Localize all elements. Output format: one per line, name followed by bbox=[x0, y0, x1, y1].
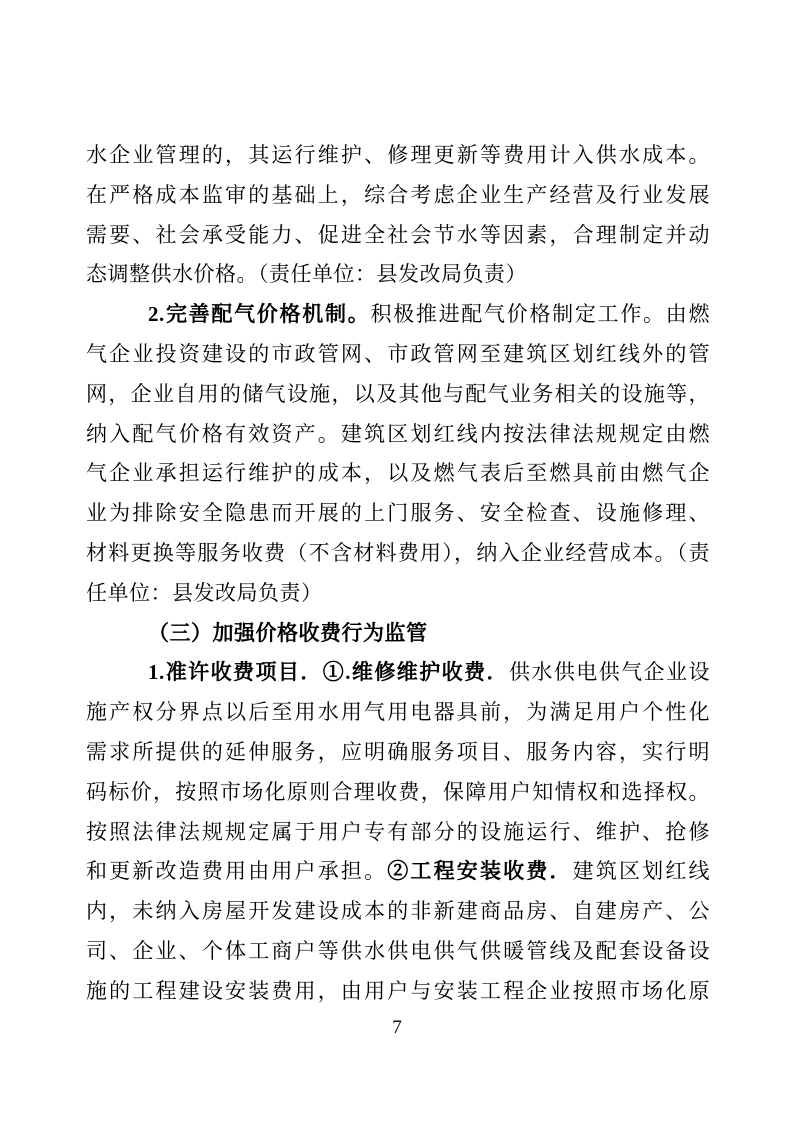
text-segment: 司、企业、个体工商户等供水供电供气供暖管线及配套设备设 bbox=[86, 938, 710, 963]
text-line bbox=[86, 574, 710, 614]
text-segment: 施的工程建设安装费用，由用户与安装工程企业按照市场化原 bbox=[86, 978, 710, 1003]
text-line bbox=[86, 614, 710, 654]
text-line bbox=[86, 335, 710, 375]
text-line bbox=[86, 693, 710, 733]
text-line bbox=[86, 216, 710, 256]
text-line bbox=[86, 972, 710, 1012]
text-segment: 积极推进配气价格制定工作。由燃 bbox=[370, 302, 710, 327]
text-line bbox=[86, 813, 710, 853]
text-segment: 纳入配气价格有效资产。建筑区划红线内按法律法规规定由燃 bbox=[86, 421, 710, 446]
text-line bbox=[86, 932, 710, 972]
text-segment: 和更新改造费用由用户承担。 bbox=[86, 859, 388, 884]
text-line bbox=[86, 534, 710, 574]
text-segment: 态调整供水价格。（责任单位：县发改局负责） bbox=[86, 262, 527, 287]
text-line bbox=[86, 733, 710, 773]
text-line bbox=[86, 773, 710, 813]
text-line bbox=[86, 255, 710, 295]
text-line bbox=[86, 653, 710, 693]
text-segment: 任单位：县发改局负责） bbox=[86, 580, 323, 605]
text-segment: 网，企业自用的储气设施，以及其他与配气业务相关的设施等， bbox=[86, 381, 710, 406]
text-segment: 需要、社会承受能力、促进全社会节水等因素，合理制定并动 bbox=[86, 222, 710, 247]
text-segment: 建筑区划红线 bbox=[572, 859, 711, 884]
text-segment: 气企业投资建设的市政管网、市政管网至建筑区划红线外的管 bbox=[86, 341, 710, 366]
text-line bbox=[86, 136, 710, 176]
text-segment: 材料更换等服务收费（不含材料费用），纳入企业经营成本。（责 bbox=[86, 540, 710, 565]
text-segment: 需求所提供的延伸服务，应明确服务项目、服务内容，实行明 bbox=[86, 739, 710, 764]
text-line bbox=[86, 454, 710, 494]
text-line bbox=[86, 494, 710, 534]
text-line bbox=[86, 375, 710, 415]
text-segment: 气企业承担运行维护的成本，以及燃气表后至燃具前由燃气企 bbox=[86, 461, 710, 486]
text-line bbox=[86, 852, 710, 892]
page-number: 7 bbox=[392, 1017, 402, 1038]
text-segment: 业为排除安全隐患而开展的上门服务、安全检查、设施修理、 bbox=[86, 501, 710, 526]
text-segment: 供水供电供气企业设 bbox=[508, 660, 711, 685]
text-line bbox=[86, 176, 710, 216]
bold-text-segment: 1.准许收费项目．①.维修维护收费． bbox=[148, 660, 509, 685]
text-line bbox=[86, 892, 710, 932]
text-segment: 按照法律法规规定属于用户专有部分的设施运行、维护、抢修 bbox=[86, 819, 710, 844]
document-text-block bbox=[86, 136, 710, 1012]
text-line bbox=[86, 295, 710, 335]
text-segment: 码标价，按照市场化原则合理收费，保障用户知情权和选择权。 bbox=[86, 779, 710, 804]
text-segment: 在严格成本监审的基础上，综合考虑企业生产经营及行业发展 bbox=[86, 182, 710, 207]
text-line bbox=[86, 415, 710, 455]
bold-text-segment: ②工程安装收费． bbox=[387, 859, 573, 884]
text-segment: 施产权分界点以后至用水用气用电器具前，为满足用户个性化 bbox=[86, 700, 710, 725]
text-segment: 内，未纳入房屋开发建设成本的非新建商品房、自建房产、公 bbox=[86, 899, 710, 924]
bold-text-segment: 2.完善配气价格机制。 bbox=[148, 302, 371, 327]
text-segment: 水企业管理的，其运行维护、修理更新等费用计入供水成本。 bbox=[86, 143, 710, 167]
bold-text-segment: （三）加强价格收费行为监管 bbox=[148, 620, 428, 645]
